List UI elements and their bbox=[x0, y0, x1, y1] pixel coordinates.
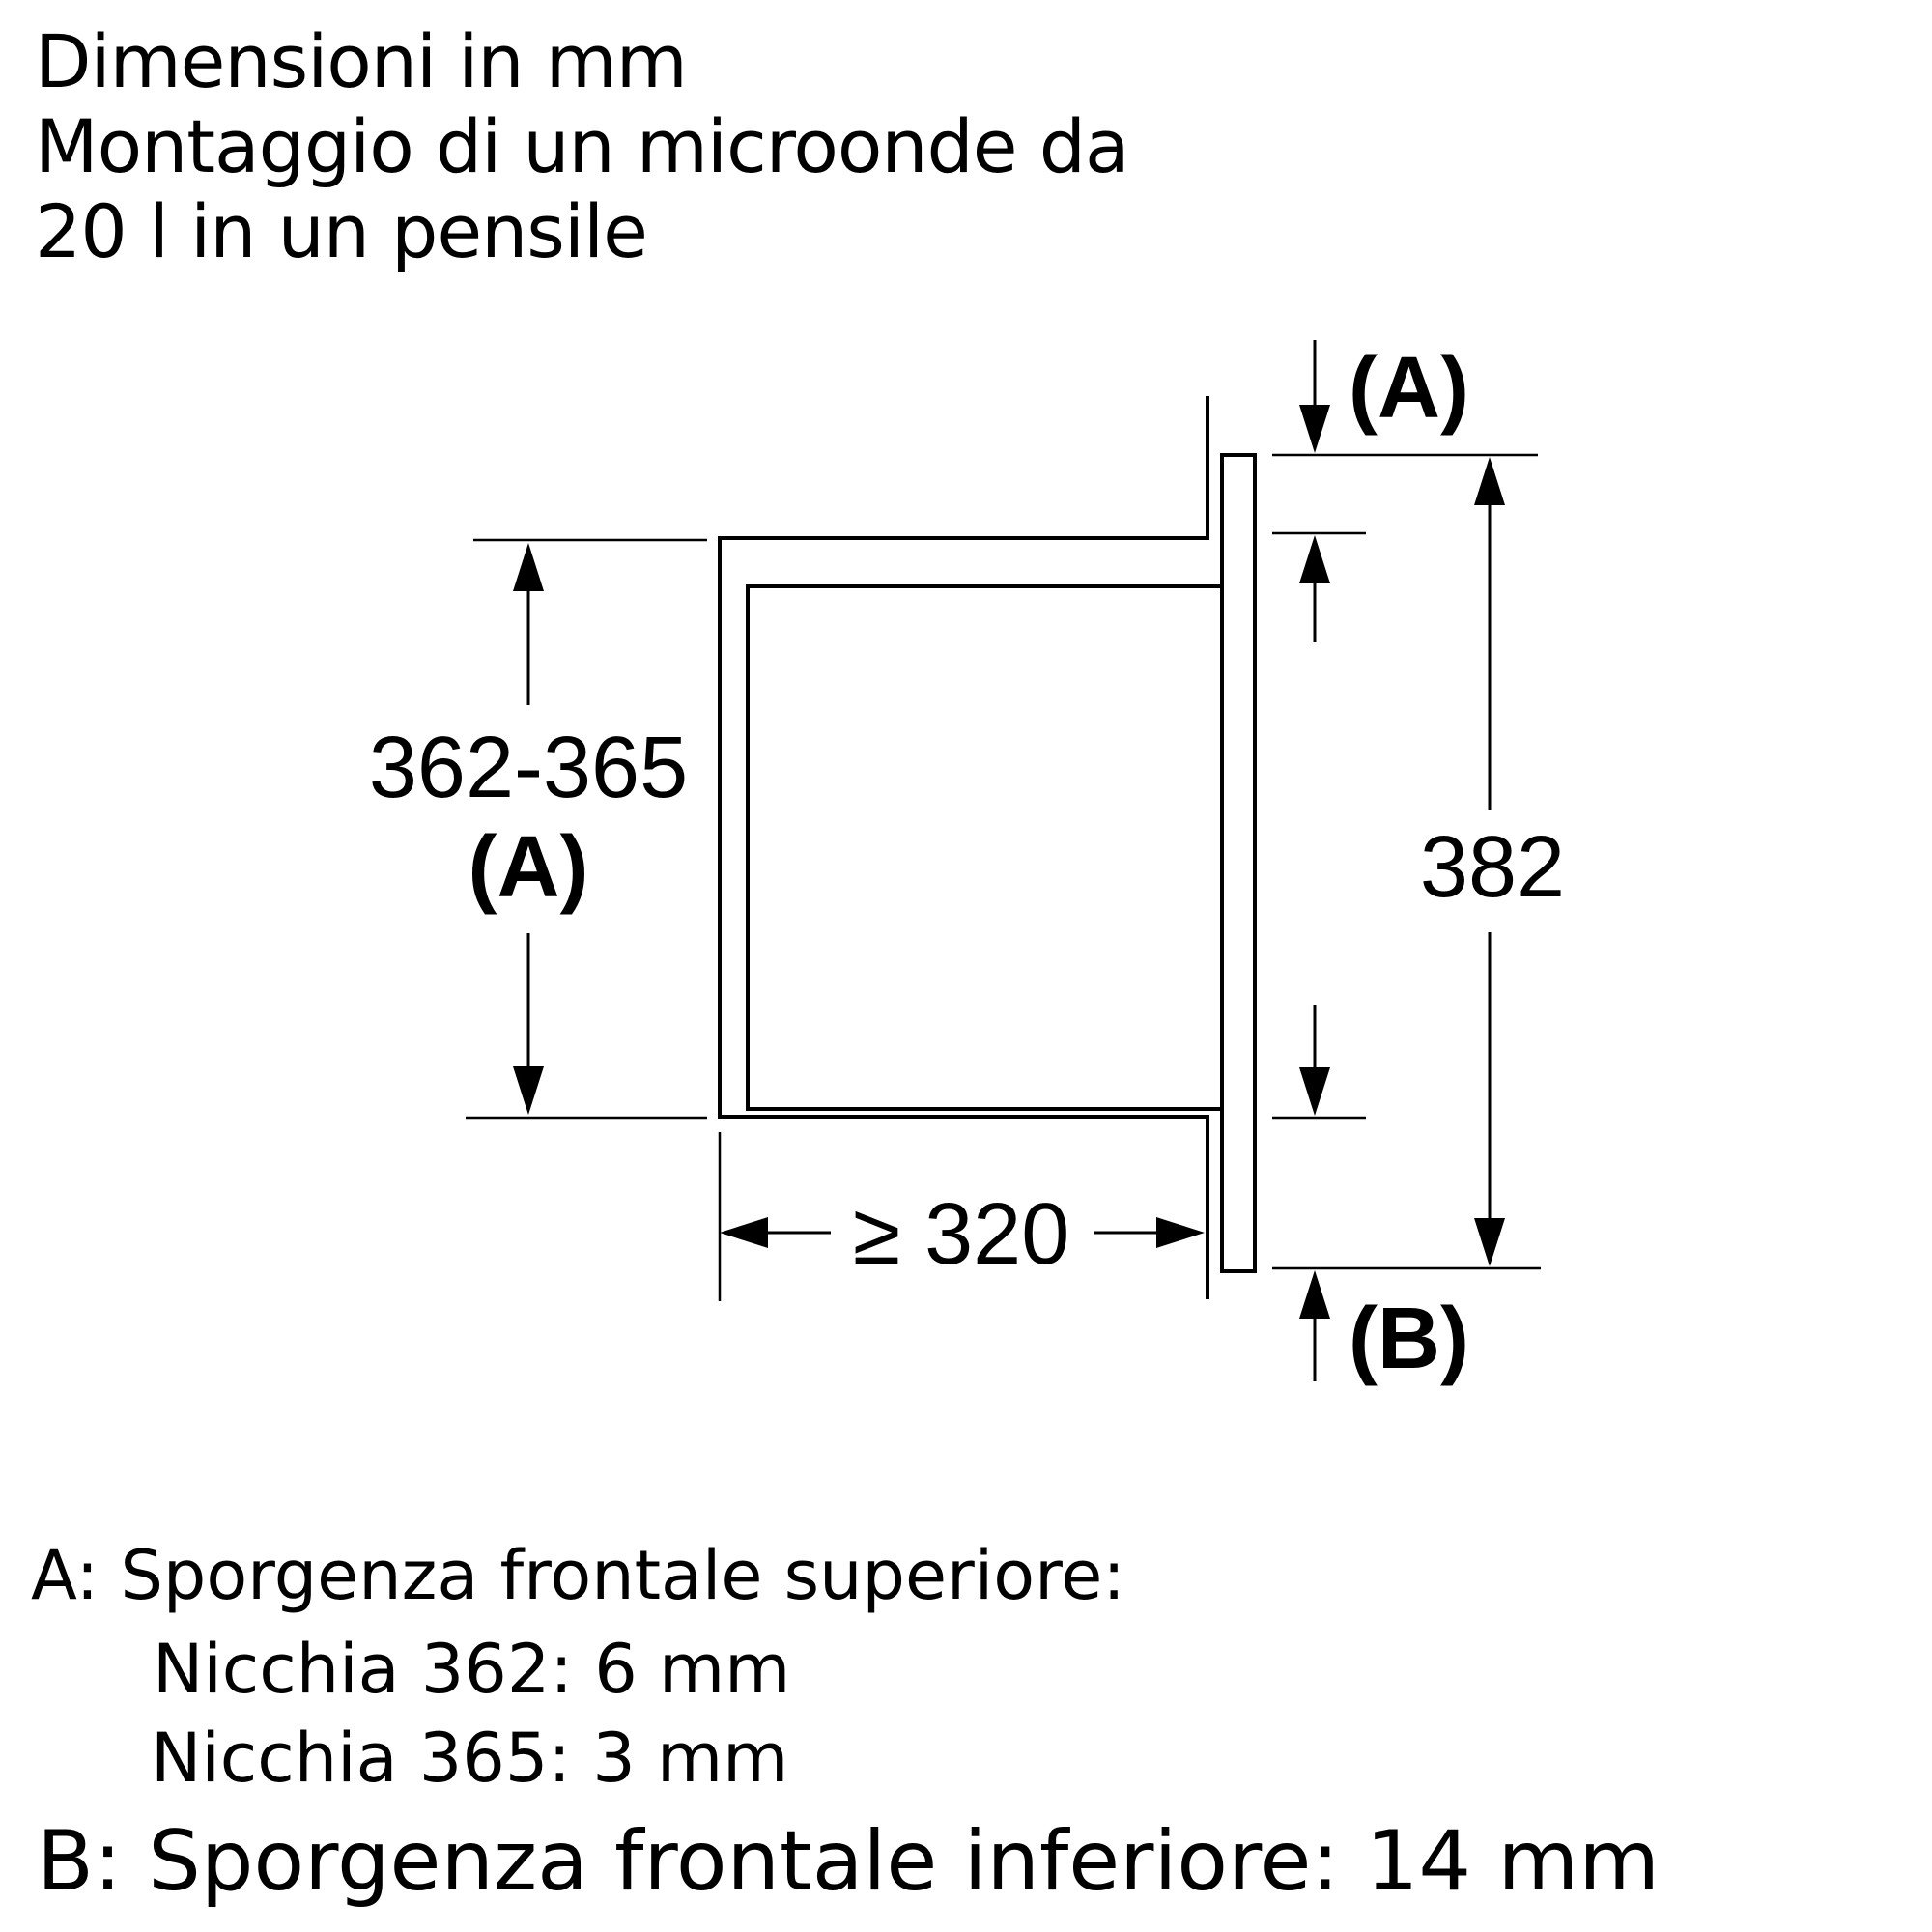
bottom-marker-label: (B) bbox=[1349, 1291, 1469, 1387]
arrowhead-up-icon bbox=[1299, 535, 1330, 583]
arrowhead-down-icon bbox=[1299, 405, 1330, 453]
arrowhead-down-icon bbox=[1474, 1218, 1505, 1266]
arrowhead-left-icon bbox=[720, 1217, 768, 1248]
legend-b-line: B: Sporgenza frontale inferiore: 14 mm bbox=[37, 1813, 1661, 1910]
arrowhead-up-icon bbox=[513, 543, 544, 591]
legend-a-item: Nicchia 365: 3 mm bbox=[151, 1719, 789, 1798]
microwave-body bbox=[748, 586, 1220, 1109]
total-height-label: 382 bbox=[1419, 819, 1566, 916]
legend-a-title: A: Sporgenza frontale superiore: bbox=[31, 1536, 1125, 1615]
niche-height-label: 362-365 bbox=[368, 720, 689, 816]
niche-drawing bbox=[720, 396, 1255, 1299]
header-title-line-2: Montaggio di un microonde da bbox=[35, 103, 1129, 189]
arrowhead-up-icon bbox=[1474, 457, 1505, 505]
extension-lines bbox=[466, 455, 1541, 1301]
header-title-line-1: Dimensioni in mm bbox=[35, 18, 687, 104]
cabinet-outline bbox=[720, 396, 1208, 1299]
depth-label: ≥ 320 bbox=[852, 1186, 1070, 1283]
front-panel bbox=[1222, 455, 1255, 1271]
arrowhead-down-icon bbox=[1299, 1067, 1330, 1116]
arrowhead-right-icon bbox=[1156, 1217, 1205, 1248]
header-title-line-3: 20 l in un pensile bbox=[35, 188, 647, 274]
legend-a-item: Nicchia 362: 6 mm bbox=[153, 1630, 791, 1709]
arrowhead-up-icon bbox=[1299, 1270, 1330, 1319]
arrowhead-down-icon bbox=[513, 1066, 544, 1115]
top-marker-label: (A) bbox=[1349, 340, 1469, 437]
niche-height-note: (A) bbox=[468, 819, 589, 916]
